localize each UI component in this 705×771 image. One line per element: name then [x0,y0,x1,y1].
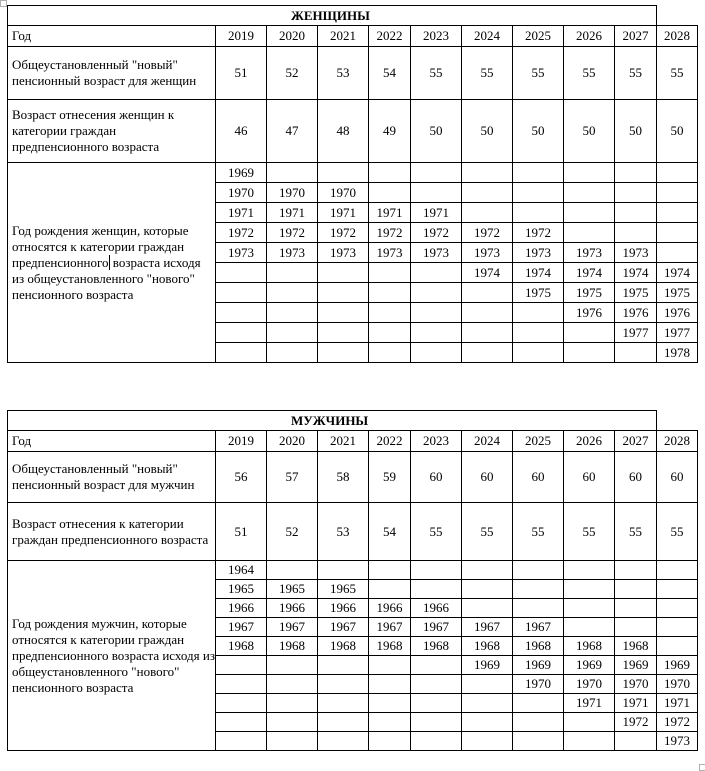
birth-year-cell [411,323,462,343]
birth-year-cell [513,183,564,203]
value-cell: 50 [411,100,462,163]
birth-year-cell: 1972 [411,223,462,243]
year-cell: 2020 [267,26,318,47]
birth-year-cell: 1970 [267,183,318,203]
value-cell: 55 [513,503,564,561]
birth-year-cell [318,561,369,580]
value-cell: 55 [411,47,462,100]
prepension-age-label: Возраст отнесения к категории граждан предпенсионного возраста [8,503,216,561]
birth-year-cell [615,732,657,751]
birth-year-cell [513,163,564,183]
birth-year-cell [369,713,411,732]
birth-year-cell: 1973 [369,243,411,263]
birth-year-cell [369,656,411,675]
value-cell: 52 [267,47,318,100]
birth-year-cell [615,183,657,203]
birth-year-cell [513,561,564,580]
value-cell: 56 [216,452,267,503]
year-cell: 2024 [462,26,513,47]
value-cell: 51 [216,47,267,100]
birth-year-cell [318,323,369,343]
birth-year-cell [318,694,369,713]
value-cell: 50 [513,100,564,163]
birth-year-cell [657,163,698,183]
value-cell: 60 [564,452,615,503]
birth-year-cell [369,303,411,323]
year-cell: 2025 [513,26,564,47]
birth-year-cell [411,163,462,183]
birth-year-cell [513,694,564,713]
birth-year-cell [615,618,657,637]
birth-year-cell [564,203,615,223]
birth-year-cell: 1969 [216,163,267,183]
value-cell: 52 [267,503,318,561]
value-cell: 59 [369,452,411,503]
birth-year-cell [513,732,564,751]
birth-year-cell [513,599,564,618]
text-cursor [109,255,110,270]
birth-year-cell [462,163,513,183]
birth-year-cell: 1969 [615,656,657,675]
birth-year-cell [657,183,698,203]
birth-year-cell [216,263,267,283]
birth-year-cell [369,323,411,343]
birth-year-cell: 1971 [657,694,698,713]
value-cell: 49 [369,100,411,163]
year-cell: 2022 [369,26,411,47]
birth-year-cell: 1967 [411,618,462,637]
birth-year-cell: 1965 [216,580,267,599]
birth-year-cell: 1968 [615,637,657,656]
birth-year-cell: 1976 [615,303,657,323]
birth-year-cell: 1971 [564,694,615,713]
birth-year-cell: 1972 [216,223,267,243]
birth-year-cell [411,561,462,580]
value-cell: 60 [411,452,462,503]
birth-year-cell [411,303,462,323]
birth-year-cell: 1971 [411,203,462,223]
birth-year-cell [411,343,462,363]
year-cell: 2021 [318,26,369,47]
value-cell: 60 [657,452,698,503]
birth-year-cell: 1976 [657,303,698,323]
birth-year-cell: 1975 [564,283,615,303]
birth-year-label-part2: возраста исходя из общеустановленного "нового" пенсионного возраста [12,254,201,302]
birth-year-cell [369,561,411,580]
value-cell: 53 [318,503,369,561]
birth-year-cell: 1968 [216,637,267,656]
value-cell: 50 [462,100,513,163]
birth-year-cell [462,303,513,323]
birth-year-cell [369,694,411,713]
birth-year-cell [564,561,615,580]
value-cell: 60 [615,452,657,503]
prepension-age-row [8,503,698,561]
birth-year-cell [216,283,267,303]
birth-year-cell [267,732,318,751]
birth-year-cell: 1977 [615,323,657,343]
birth-year-cell: 1973 [267,243,318,263]
birth-year-cell [216,675,267,694]
birth-year-cell [657,243,698,263]
birth-year-row [8,163,698,183]
birth-year-cell [615,343,657,363]
value-cell: 55 [615,47,657,100]
birth-year-cell: 1972 [657,713,698,732]
birth-year-cell: 1967 [369,618,411,637]
birth-year-cell [216,732,267,751]
year-cell: 2027 [615,431,657,452]
year-header-row [8,431,698,452]
birth-year-cell [462,599,513,618]
birth-year-cell: 1973 [657,732,698,751]
birth-year-cell [462,675,513,694]
birth-year-cell [615,599,657,618]
value-cell: 55 [657,47,698,100]
year-cell: 2025 [513,431,564,452]
birth-year-cell [318,283,369,303]
new-retirement-age-label: Общеустановленный "новый" пенсионный возраст для мужчин [8,452,216,503]
birth-year-cell: 1977 [657,323,698,343]
birth-year-label[interactable]: Год рождения мужчин, которые относятся к категории граждан предпенсионного возраста исходя из общеустановленного "нового" пенсионного возраста [8,561,216,751]
year-cell: 2023 [411,26,462,47]
birth-year-cell: 1972 [318,223,369,243]
birth-year-cell: 1972 [462,223,513,243]
birth-year-cell [216,343,267,363]
birth-year-cell [462,283,513,303]
value-cell: 51 [216,503,267,561]
birth-year-cell [267,713,318,732]
birth-year-cell: 1968 [564,637,615,656]
birth-year-cell [564,713,615,732]
birth-year-row [8,561,698,580]
birth-year-cell [369,343,411,363]
women-table-title: ЖЕНЩИНЫ [8,6,657,26]
value-cell: 50 [615,100,657,163]
men-table-title: МУЖЧИНЫ [8,411,657,431]
value-cell: 55 [657,503,698,561]
birth-year-cell: 1971 [369,203,411,223]
birth-year-cell [318,732,369,751]
value-cell: 55 [462,47,513,100]
birth-year-cell [318,263,369,283]
birth-year-cell [657,203,698,223]
birth-year-label[interactable] [8,163,216,363]
birth-year-cell [657,618,698,637]
year-label: Год [8,431,216,452]
birth-year-cell [513,713,564,732]
birth-year-cell [462,713,513,732]
women-table [7,5,698,363]
value-cell: 57 [267,452,318,503]
year-cell: 2019 [216,431,267,452]
birth-year-cell: 1969 [462,656,513,675]
birth-year-cell [369,163,411,183]
value-cell: 53 [318,47,369,100]
birth-year-cell [267,675,318,694]
birth-year-cell: 1972 [615,713,657,732]
birth-year-cell [411,580,462,599]
birth-year-cell [411,283,462,303]
birth-year-cell: 1968 [318,637,369,656]
birth-year-cell [657,599,698,618]
year-cell: 2024 [462,431,513,452]
birth-year-cell: 1966 [318,599,369,618]
birth-year-cell: 1967 [513,618,564,637]
year-cell: 2026 [564,26,615,47]
birth-year-cell [267,263,318,283]
men-birth-year-rows [8,561,698,751]
birth-year-cell: 1968 [462,637,513,656]
men-table [7,410,698,751]
birth-year-cell: 1975 [615,283,657,303]
year-cell: 2028 [657,26,698,47]
birth-year-cell [462,561,513,580]
birth-year-cell [462,323,513,343]
birth-year-cell [513,303,564,323]
birth-year-cell [564,223,615,243]
birth-year-cell: 1974 [462,263,513,283]
birth-year-cell [369,263,411,283]
year-cell: 2022 [369,431,411,452]
birth-year-cell: 1974 [564,263,615,283]
birth-year-cell [615,163,657,183]
birth-year-cell [369,283,411,303]
birth-year-cell [657,561,698,580]
birth-year-cell: 1973 [564,243,615,263]
empty-cell [657,6,698,26]
year-cell: 2020 [267,431,318,452]
birth-year-cell: 1968 [369,637,411,656]
birth-year-cell [615,203,657,223]
year-cell: 2028 [657,431,698,452]
birth-year-cell [513,580,564,599]
prepension-age-label: Возраст отнесения женщин к категории граждан предпенсионного возраста [8,100,216,163]
value-cell: 55 [564,47,615,100]
birth-year-cell [615,580,657,599]
birth-year-label-part1: Год рождения женщин, которые относятся к категории граждан предпенсионного [12,222,189,270]
birth-year-cell [216,656,267,675]
birth-year-cell: 1974 [513,263,564,283]
birth-year-cell: 1970 [513,675,564,694]
birth-year-cell [318,163,369,183]
birth-year-cell: 1975 [657,283,698,303]
birth-year-cell [267,303,318,323]
birth-year-cell [369,732,411,751]
birth-year-cell [216,694,267,713]
birth-year-cell: 1973 [318,243,369,263]
year-cell: 2019 [216,26,267,47]
birth-year-cell [462,580,513,599]
year-cell: 2026 [564,431,615,452]
birth-year-cell: 1973 [462,243,513,263]
birth-year-cell: 1973 [411,243,462,263]
birth-year-cell [267,343,318,363]
birth-year-cell: 1972 [513,223,564,243]
birth-year-cell: 1966 [216,599,267,618]
birth-year-cell [513,323,564,343]
birth-year-cell [564,618,615,637]
birth-year-cell [564,163,615,183]
birth-year-cell: 1970 [615,675,657,694]
birth-year-cell: 1972 [267,223,318,243]
birth-year-cell: 1973 [615,243,657,263]
birth-year-cell [564,732,615,751]
birth-year-cell [318,656,369,675]
birth-year-cell [564,183,615,203]
birth-year-cell: 1965 [267,580,318,599]
year-cell: 2023 [411,431,462,452]
birth-year-cell [318,343,369,363]
birth-year-cell: 1976 [564,303,615,323]
birth-year-cell: 1971 [318,203,369,223]
birth-year-cell: 1967 [216,618,267,637]
value-cell: 48 [318,100,369,163]
birth-year-cell [564,323,615,343]
birth-year-cell [216,323,267,343]
birth-year-cell [411,656,462,675]
value-cell: 60 [513,452,564,503]
birth-year-cell [369,580,411,599]
birth-year-cell [615,561,657,580]
birth-year-cell [411,694,462,713]
birth-year-cell: 1970 [657,675,698,694]
birth-year-cell [267,283,318,303]
birth-year-cell [615,223,657,243]
birth-year-cell: 1969 [657,656,698,675]
value-cell: 55 [564,503,615,561]
birth-year-cell: 1966 [411,599,462,618]
year-cell: 2021 [318,431,369,452]
birth-year-cell [267,323,318,343]
birth-year-cell [216,713,267,732]
birth-year-cell: 1967 [267,618,318,637]
new-retirement-age-row [8,452,698,503]
birth-year-cell [411,713,462,732]
birth-year-cell [411,263,462,283]
value-cell: 54 [369,503,411,561]
value-cell: 55 [615,503,657,561]
birth-year-cell: 1975 [513,283,564,303]
birth-year-cell: 1971 [615,694,657,713]
birth-year-cell: 1967 [462,618,513,637]
birth-year-cell: 1968 [267,637,318,656]
birth-year-cell: 1968 [513,637,564,656]
value-cell: 54 [369,47,411,100]
birth-year-cell: 1970 [216,183,267,203]
birth-year-cell: 1964 [216,561,267,580]
birth-year-cell: 1970 [564,675,615,694]
empty-cell [657,411,698,431]
birth-year-cell [318,303,369,323]
birth-year-cell [216,303,267,323]
value-cell: 55 [513,47,564,100]
table-move-handle[interactable] [0,0,7,7]
women-birth-year-rows [8,163,698,363]
value-cell: 55 [462,503,513,561]
birth-year-cell [267,694,318,713]
birth-year-cell [462,203,513,223]
birth-year-cell [564,343,615,363]
birth-year-cell: 1969 [513,656,564,675]
birth-year-cell: 1973 [216,243,267,263]
birth-year-cell [657,223,698,243]
value-cell: 47 [267,100,318,163]
birth-year-cell: 1972 [369,223,411,243]
birth-year-cell: 1978 [657,343,698,363]
birth-year-cell [462,694,513,713]
value-cell: 55 [411,503,462,561]
birth-year-cell [513,203,564,223]
birth-year-cell [513,343,564,363]
birth-year-cell [267,163,318,183]
value-cell: 46 [216,100,267,163]
value-cell: 50 [657,100,698,163]
new-retirement-age-row [8,47,698,100]
birth-year-cell [564,599,615,618]
birth-year-cell [369,675,411,694]
year-label: Год [8,26,216,47]
birth-year-cell [462,343,513,363]
birth-year-cell [369,183,411,203]
birth-year-cell: 1971 [216,203,267,223]
new-retirement-age-label: Общеустановленный "новый" пенсионный возраст для женщин [8,47,216,100]
birth-year-cell: 1966 [267,599,318,618]
birth-year-cell: 1973 [513,243,564,263]
birth-year-cell [462,732,513,751]
birth-year-cell [267,656,318,675]
year-cell: 2027 [615,26,657,47]
value-cell: 58 [318,452,369,503]
birth-year-cell [564,580,615,599]
birth-year-cell: 1965 [318,580,369,599]
birth-year-cell: 1974 [615,263,657,283]
birth-year-cell: 1967 [318,618,369,637]
birth-year-cell [462,183,513,203]
birth-year-cell [657,637,698,656]
birth-year-cell [318,713,369,732]
birth-year-cell: 1969 [564,656,615,675]
value-cell: 50 [564,100,615,163]
prepension-age-row [8,100,698,163]
birth-year-cell [267,561,318,580]
birth-year-cell [657,580,698,599]
birth-year-cell: 1968 [411,637,462,656]
birth-year-cell: 1970 [318,183,369,203]
birth-year-cell: 1966 [369,599,411,618]
birth-year-cell [318,675,369,694]
birth-year-cell [411,732,462,751]
birth-year-cell: 1974 [657,263,698,283]
year-header-row [8,26,698,47]
birth-year-cell [411,183,462,203]
value-cell: 60 [462,452,513,503]
birth-year-cell: 1971 [267,203,318,223]
birth-year-cell [411,675,462,694]
